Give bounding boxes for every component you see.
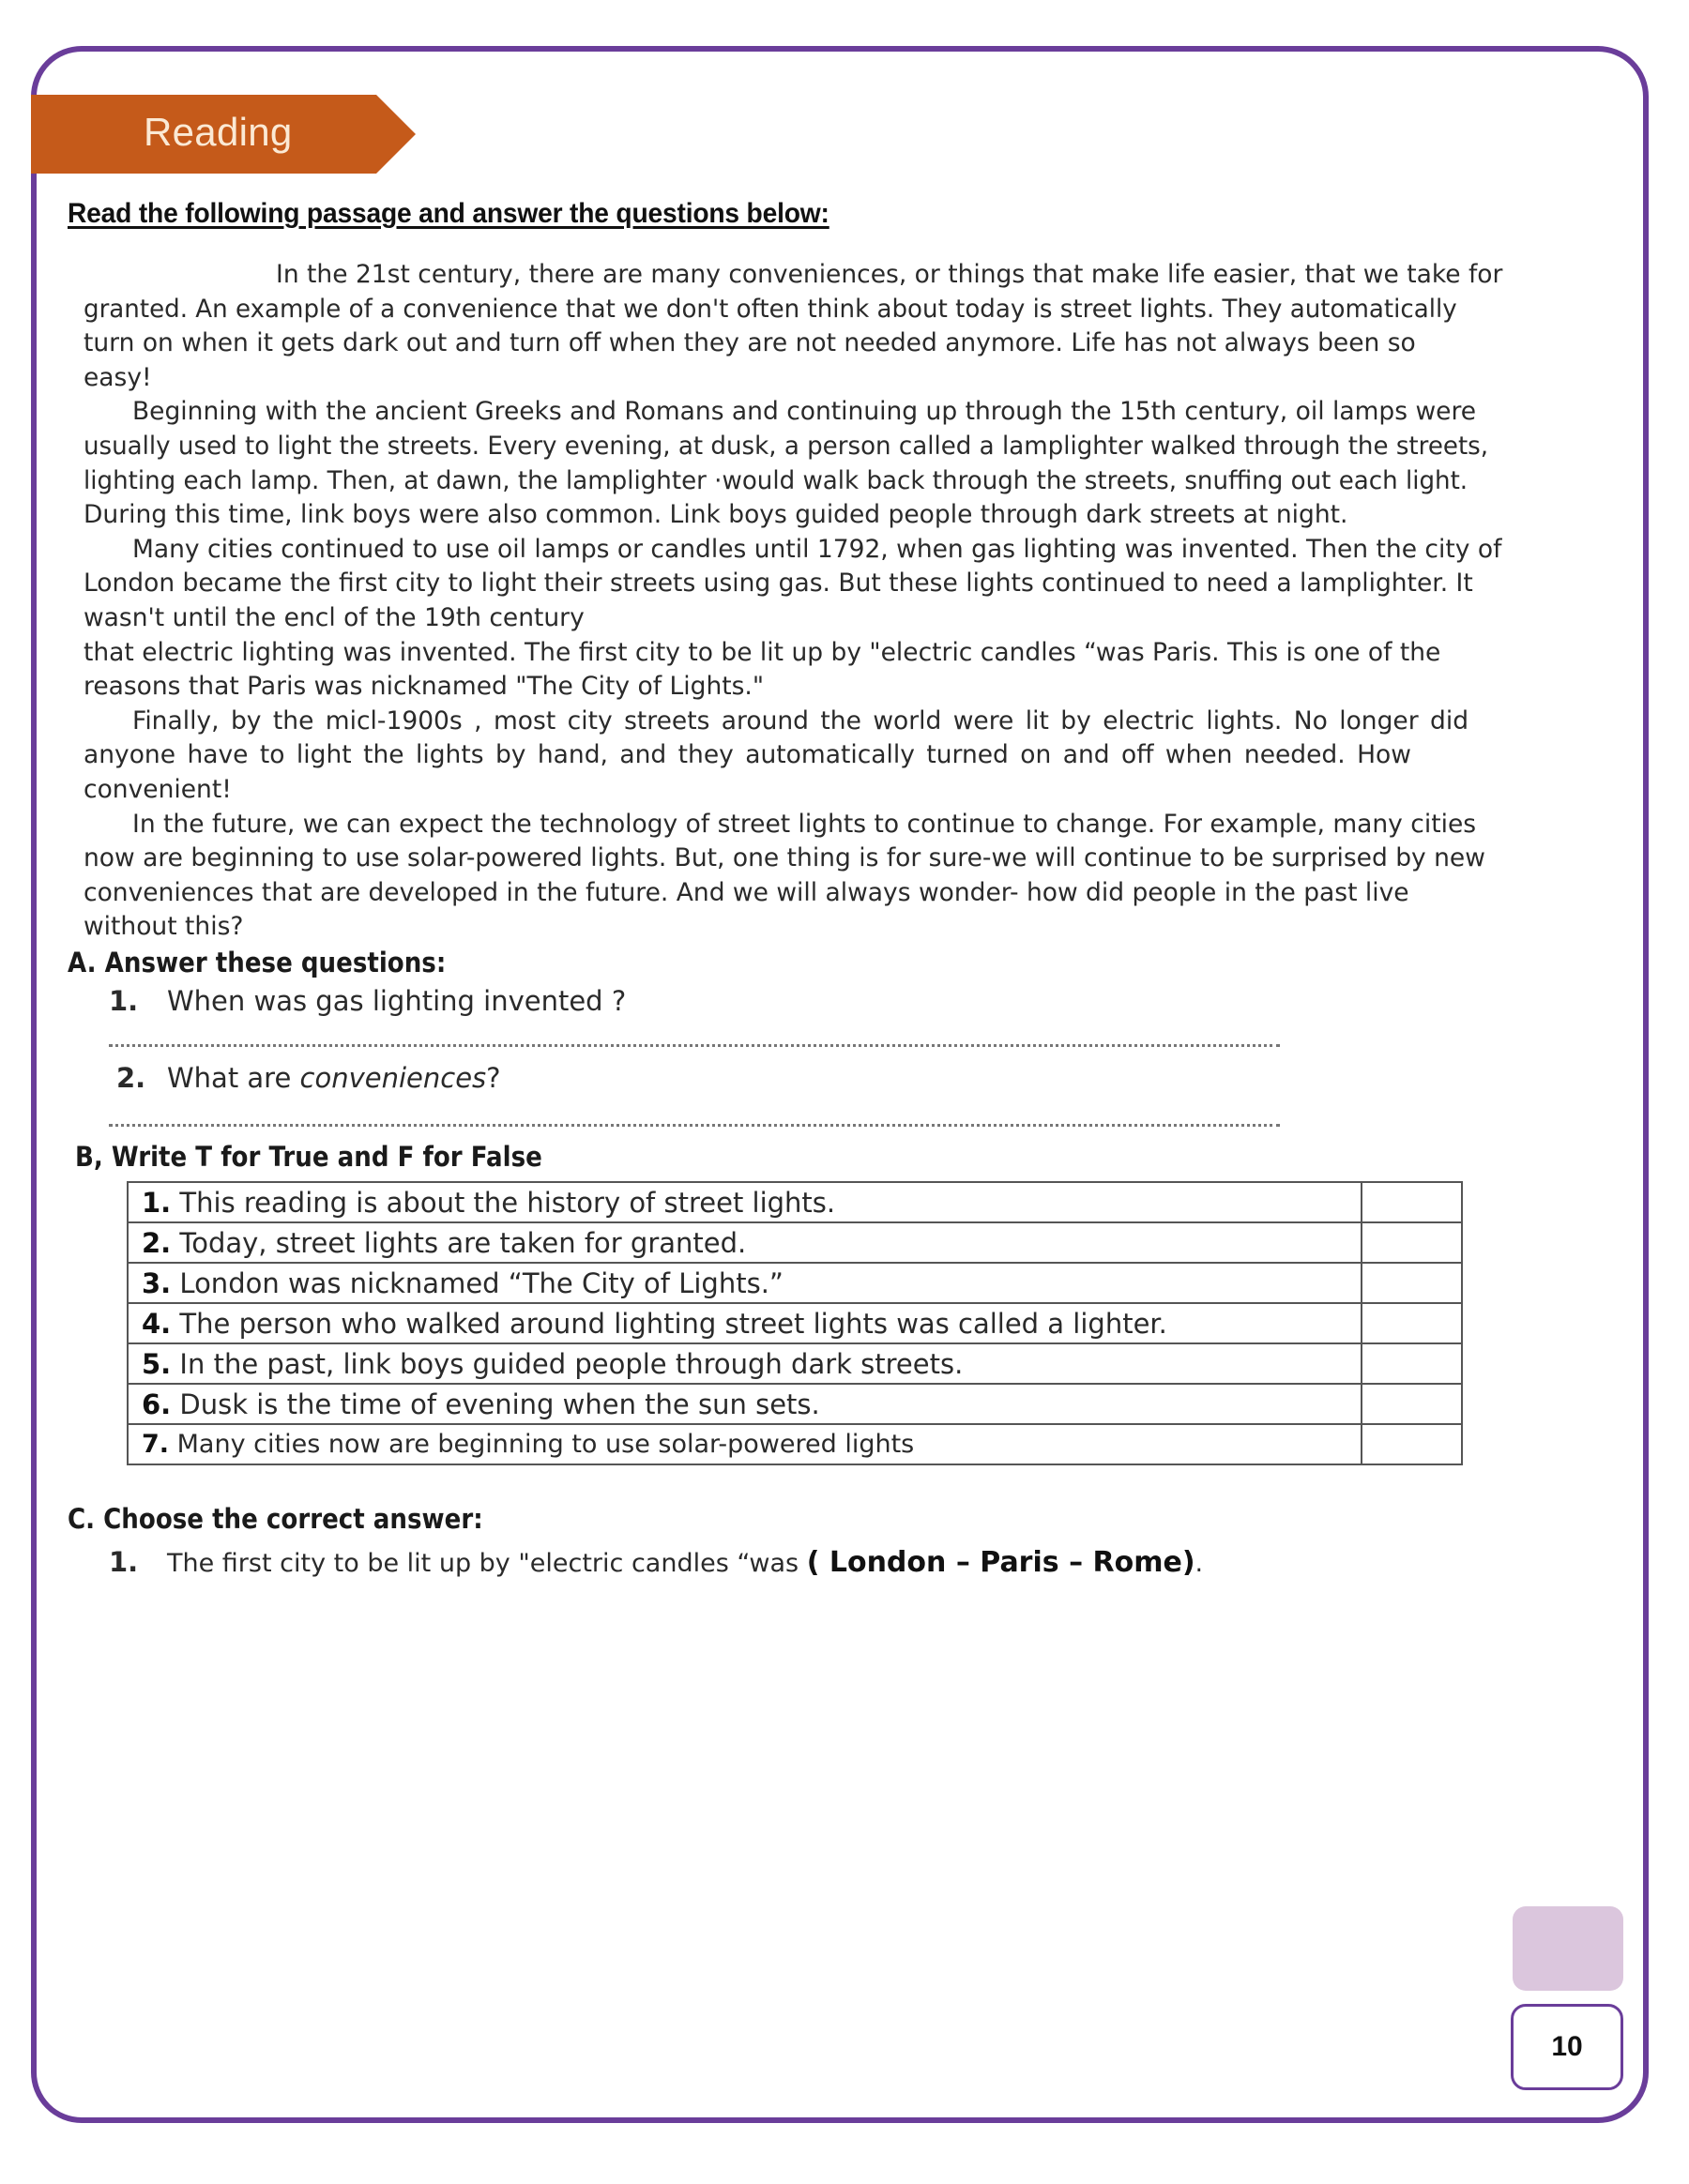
table-row — [128, 1182, 1462, 1222]
table-row — [128, 1343, 1462, 1384]
statement-number: 3. — [142, 1266, 172, 1299]
table-row — [128, 1263, 1462, 1303]
page-number-box — [1511, 2004, 1623, 2090]
passage-line: without this? — [84, 912, 244, 942]
passage-line: now are beginning to use solar-powered lights. But, one thing is for sure-we will continue to be surprised by new — [84, 843, 1485, 873]
decorative-tab — [1513, 1906, 1623, 1991]
passage-line: usually used to light the streets. Every evening, at dusk, a person called a lamplighter walked through the streets, — [84, 431, 1489, 461]
passage-line: wasn't until the encl of the 19th century — [84, 602, 585, 632]
passage-line: London became the first city to light their streets using gas. But these lights continued to need a lamplighter. It — [84, 569, 1473, 599]
question-number: 1. — [109, 1546, 139, 1578]
passage-line: anyone have to light the lights by hand, and they automatically turned on and off when needed. How — [84, 740, 1411, 770]
answer-cell[interactable] — [1362, 1182, 1462, 1222]
question-end: . — [1194, 1549, 1204, 1578]
statement-cell — [128, 1343, 1362, 1384]
passage-line: In the future, we can expect the technology of street lights to continue to change. For example, many cities — [132, 809, 1477, 839]
passage-line: that electric lighting was invented. The first city to be lit up by "electric candles “was Paris. This is one of the — [84, 637, 1441, 667]
passage-line: reasons that Paris was nicknamed "The City of Lights." — [84, 672, 765, 702]
answer-line-a1[interactable] — [109, 1044, 1280, 1047]
table-row — [128, 1384, 1462, 1424]
statement-number: 1. — [142, 1186, 172, 1219]
answer-cell[interactable] — [1362, 1343, 1462, 1384]
passage-line: In the 21st century, there are many conveniences, or things that make life easier, that we take for — [276, 260, 1503, 289]
section-c-heading: C. Choose the correct answer: — [68, 1503, 483, 1535]
statement-text: Dusk is the time of evening when the sun sets. — [179, 1388, 820, 1420]
statement-text: In the past, link boys guided people through dark streets. — [179, 1347, 964, 1380]
table-row — [128, 1222, 1462, 1263]
statement-cell — [128, 1263, 1362, 1303]
passage-line: granted. An example of a convenience that we don't often think about today is street lights. They automatically — [84, 294, 1457, 324]
passage-line: Many cities continued to use oil lamps or candles until 1792, when gas lighting was invented. Then the city of — [132, 534, 1502, 564]
passage-line: turn on when it gets dark out and turn off when they are not needed anymore. Life has not always been so — [84, 328, 1416, 358]
table-row — [128, 1303, 1462, 1343]
question-keyword: conveniences — [299, 1062, 487, 1094]
statement-number: 5. — [142, 1347, 172, 1380]
answer-cell[interactable] — [1362, 1384, 1462, 1424]
question-number: 2. — [116, 1062, 146, 1094]
statement-number: 4. — [142, 1307, 172, 1340]
answer-options[interactable]: ( London – Paris – Rome) — [806, 1546, 1195, 1579]
question-text-end: ? — [486, 1062, 501, 1094]
passage-line: Finally, by the micl-1900s , most city streets around the world were lit by electric lights. No longer did — [132, 705, 1469, 736]
question-a2 — [116, 1062, 501, 1094]
question-text: The first city to be lit up by "electric candles “was — [167, 1549, 799, 1578]
statement-cell — [128, 1424, 1362, 1464]
question-number: 1. — [109, 985, 139, 1017]
reading-passage — [84, 258, 1589, 945]
answer-cell[interactable] — [1362, 1222, 1462, 1263]
instruction-text: Read the following passage and answer the questions below: — [68, 198, 829, 229]
statement-text: London was nicknamed “The City of Lights.” — [179, 1266, 784, 1299]
answer-cell[interactable] — [1362, 1303, 1462, 1343]
statement-cell — [128, 1384, 1362, 1424]
answer-cell[interactable] — [1362, 1263, 1462, 1303]
question-a1 — [109, 985, 626, 1017]
choice-question-c1 — [109, 1546, 1203, 1579]
section-banner — [31, 95, 416, 174]
question-text: What are — [167, 1062, 300, 1094]
statement-text: The person who walked around lighting street lights was called a lighter. — [179, 1307, 1167, 1340]
statement-text: Many cities now are beginning to use solar-powered lights — [176, 1430, 915, 1459]
statement-cell — [128, 1182, 1362, 1222]
statement-text: Today, street lights are taken for granted. — [179, 1226, 747, 1259]
true-false-table — [127, 1181, 1463, 1465]
statement-cell — [128, 1222, 1362, 1263]
statement-number: 7. — [142, 1430, 170, 1459]
passage-line: easy! — [84, 362, 152, 392]
statement-cell — [128, 1303, 1362, 1343]
answer-cell[interactable] — [1362, 1424, 1462, 1464]
question-text: When was gas lighting invented ? — [167, 985, 627, 1017]
passage-line: lighting each lamp. Then, at dawn, the lamplighter ·would walk back through the streets, snuffing out each light. — [84, 465, 1468, 495]
passage-line: convenient! — [84, 774, 232, 804]
banner-title: Reading — [144, 110, 293, 154]
passage-line: Beginning with the ancient Greeks and Romans and continuing up through the 15th century, oil lamps were — [132, 397, 1477, 427]
statement-number: 2. — [142, 1226, 172, 1259]
table-row — [128, 1424, 1462, 1464]
passage-line: conveniences that are developed in the future. And we will always wonder- how did people in the past live — [84, 877, 1409, 907]
section-b-heading: B, Write T for True and F for False — [75, 1141, 542, 1173]
statement-text: This reading is about the history of street lights. — [179, 1186, 836, 1219]
page-number: 10 — [1551, 2031, 1583, 2062]
passage-line: During this time, link boys were also common. Link boys guided people through dark streets at night. — [84, 500, 1348, 530]
answer-line-a2[interactable] — [109, 1124, 1280, 1127]
statement-number: 6. — [142, 1388, 172, 1420]
section-a-heading: A. Answer these questions: — [68, 947, 447, 978]
